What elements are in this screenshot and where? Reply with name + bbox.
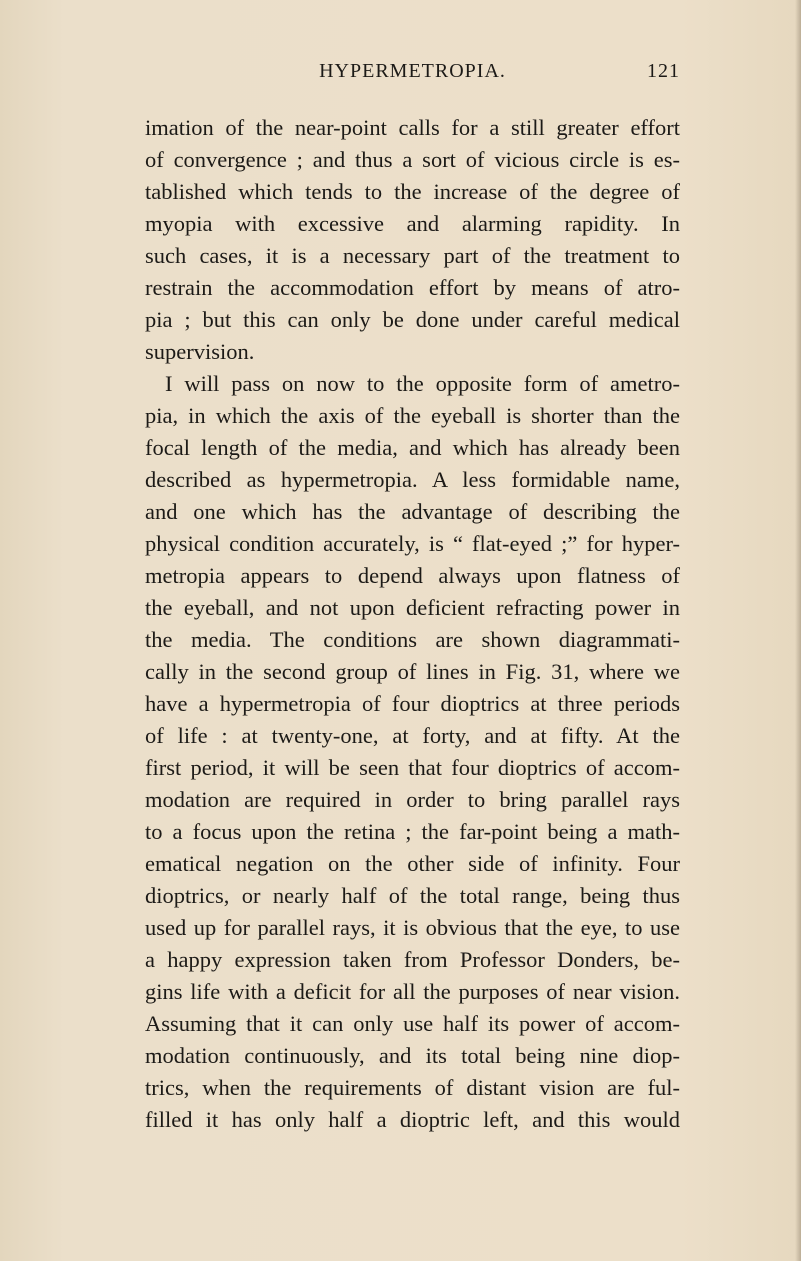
text-line: of life : at twenty-one, at forty, and at fifty. At the — [145, 723, 680, 748]
text-line: ematical negation on the other side of infinity. Four — [145, 851, 680, 876]
text-line: imation of the near-point calls for a still greater effort — [145, 115, 680, 140]
text-line: the media. The conditions are shown diagrammati- — [145, 627, 680, 652]
body-text — [145, 112, 680, 1136]
text-line: I will pass on now to the opposite form of ametro- — [165, 371, 680, 396]
text-line: Assuming that it can only use half its power of accom- — [145, 1011, 680, 1036]
text-line: trics, when the requirements of distant vision are ful- — [145, 1075, 680, 1100]
text-line: cally in the second group of lines in Fig. 31, where we — [145, 659, 680, 684]
text-line: dioptrics, or nearly half of the total range, being thus — [145, 883, 680, 908]
running-head: HYPERMETROPIA. — [319, 60, 506, 82]
text-line: to a focus upon the retina ; the far-point being a math- — [145, 819, 680, 844]
text-line: and one which has the advantage of describing the — [145, 499, 680, 524]
text-line: the eyeball, and not upon deficient refracting power in — [145, 595, 680, 620]
text-line: filled it has only half a dioptric left, and this would — [145, 1107, 680, 1132]
page-header — [145, 60, 680, 88]
page-edge-shadow — [795, 0, 801, 1261]
text-line: physical condition accurately, is “ flat-eyed ;” for hyper- — [145, 531, 680, 556]
text-line: myopia with excessive and alarming rapidity. In — [145, 211, 680, 236]
text-line: metropia appears to depend always upon flatness of — [145, 563, 680, 588]
text-line: focal length of the media, and which has already been — [145, 435, 680, 460]
page-number: 121 — [647, 60, 680, 82]
text-line: first period, it will be seen that four dioptrics of accom- — [145, 755, 680, 780]
text-line: described as hypermetropia. A less formidable name, — [145, 467, 680, 492]
text-line: gins life with a deficit for all the purposes of near vision. — [145, 979, 680, 1004]
text-line: supervision. — [145, 339, 255, 364]
text-line: of convergence ; and thus a sort of vicious circle is es- — [145, 147, 680, 172]
text-line: modation are required in order to bring parallel rays — [145, 787, 680, 812]
text-line: a happy expression taken from Professor Donders, be- — [145, 947, 680, 972]
text-line: restrain the accommodation effort by means of atro- — [145, 275, 680, 300]
text-line: such cases, it is a necessary part of the treatment to — [145, 243, 680, 268]
text-line: used up for parallel rays, it is obvious that the eye, to use — [145, 915, 680, 940]
text-line: pia ; but this can only be done under careful medical — [145, 307, 680, 332]
text-line: have a hypermetropia of four dioptrics at three periods — [145, 691, 680, 716]
text-line: tablished which tends to the increase of the degree of — [145, 179, 680, 204]
text-line: modation continuously, and its total being nine diop- — [145, 1043, 680, 1068]
text-line: pia, in which the axis of the eyeball is shorter than the — [145, 403, 680, 428]
